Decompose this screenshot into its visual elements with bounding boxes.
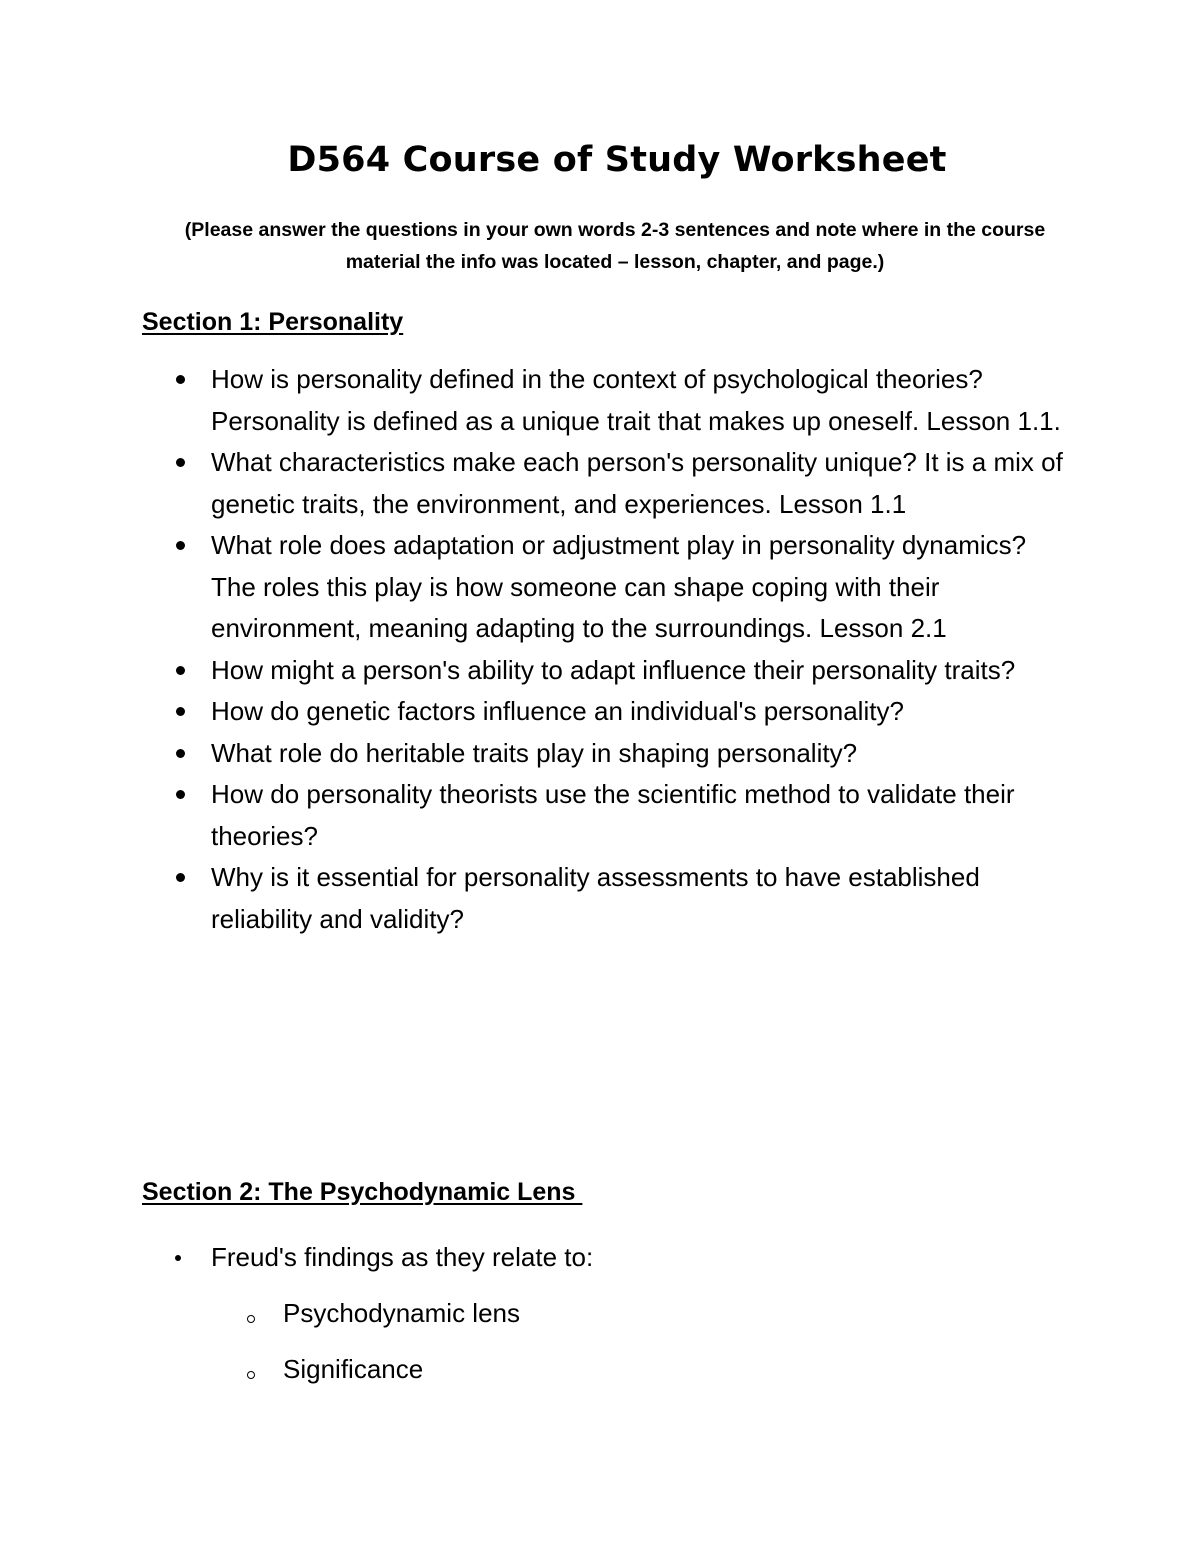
question-item: [0, 442, 1071, 525]
bullet-icon: [176, 666, 185, 675]
sub-item-psychodynamic-lens: Psychodynamic lens: [283, 1298, 520, 1328]
question-text: How do personality theorists use the scientific method to validate their theories?: [211, 779, 1015, 851]
question-text: What role do heritable traits play in shaping personality?: [211, 737, 858, 768]
question-item: [0, 650, 1071, 692]
freud-findings-item: Freud's findings as they relate to:: [211, 1242, 594, 1272]
question-item: [0, 359, 1071, 442]
question-text: How might a person's ability to adapt influence their personality traits?: [211, 654, 1016, 685]
question-text: Why is it essential for personality assessments to have established reliability and validity?: [211, 862, 980, 934]
question-item: [0, 774, 1071, 857]
section-1-heading: Section 1: Personality: [142, 308, 404, 336]
question-text: What characteristics make each person's personality unique? It is a mix of genetic traits, the environment, and experiences. Lesson 1.1: [211, 447, 1063, 519]
sub-item-significance: Significance: [283, 1354, 424, 1384]
hollow-bullet-icon: [247, 1371, 255, 1379]
question-text: How is personality defined in the context of psychological theories? Personality is defined as a unique trait that makes up oneself. Lesson 1.1.: [211, 364, 1061, 436]
question-item: [0, 525, 1071, 650]
question-item: [0, 733, 1071, 775]
hollow-bullet-icon: [247, 1315, 255, 1323]
section-2-heading: Section 2: The Psychodynamic Lens: [142, 1178, 583, 1206]
bullet-icon: [175, 1255, 181, 1261]
bullet-icon: [176, 375, 185, 384]
instructions-text: (Please answer the questions in your own words 2-3 sentences and note where in the course material the info was located – lesson, chapter, and page.): [184, 219, 1046, 273]
question-item: [0, 857, 1071, 940]
bullet-icon: [176, 790, 185, 799]
bullet-icon: [176, 541, 185, 550]
question-text: What role does adaptation or adjustment play in personality dynamics? The roles this play is how someone can shape coping with their environment, meaning adapting to the surroundings. Lesson 2.1: [211, 530, 1027, 643]
bullet-icon: [176, 749, 185, 758]
question-text: How do genetic factors influence an individual's personality?: [211, 696, 904, 726]
bullet-icon: [176, 707, 185, 716]
question-item: [0, 691, 1071, 733]
section-1-question-list: [0, 359, 1200, 940]
bullet-icon: [176, 458, 185, 467]
document-title: D564 Course of Study Worksheet: [287, 140, 947, 180]
bullet-icon: [176, 873, 185, 882]
